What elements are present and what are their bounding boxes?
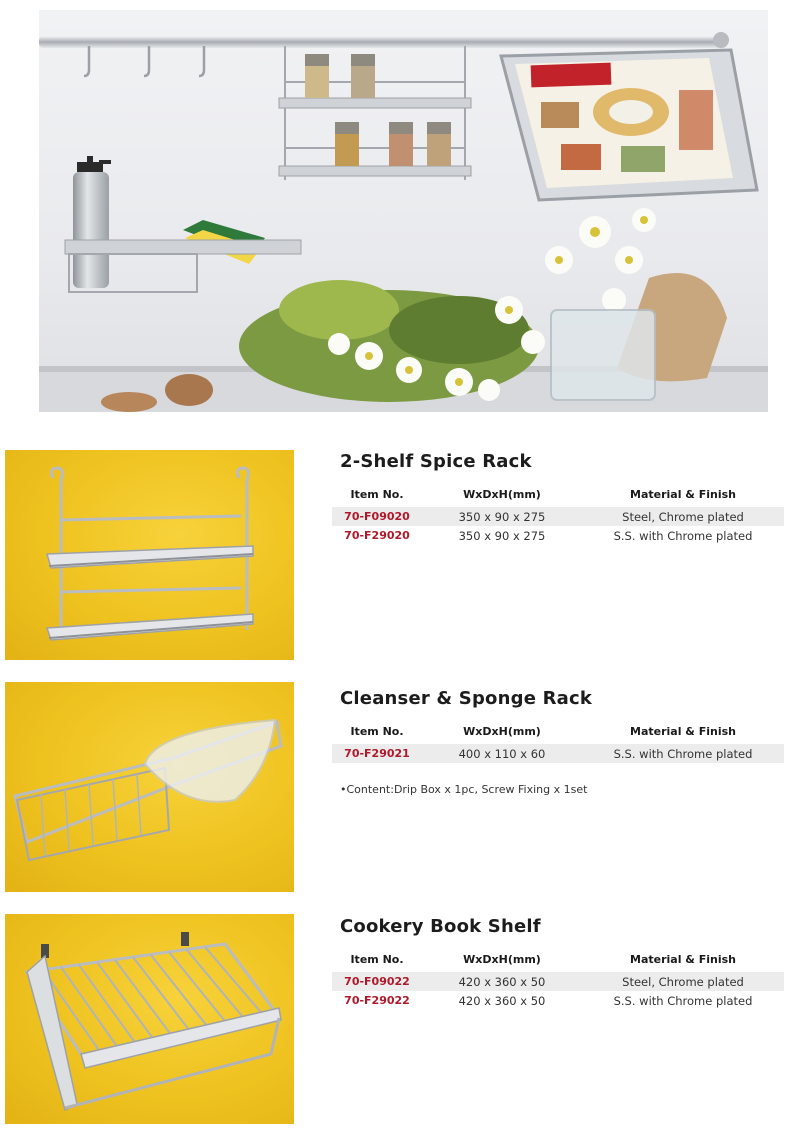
sponge-rack-photo: [5, 682, 294, 892]
hero-kitchen-photo: [39, 10, 768, 412]
book-shelf-photo-icon: [5, 914, 294, 1124]
spec-table: [332, 485, 784, 545]
header-dimensions: WxDxH(mm): [463, 724, 541, 738]
spice-rack-photo: [5, 450, 294, 660]
spice-rack-photo-icon: [5, 450, 294, 660]
header-material: Material & Finish: [630, 952, 736, 966]
sponge-rack-photo-icon: [5, 682, 294, 892]
item-material: S.S. with Chrome plated: [613, 993, 753, 1008]
header-item-no: Item No.: [350, 724, 404, 738]
item-dimensions: 350 x 90 x 275: [458, 528, 546, 543]
header-item-no: Item No.: [350, 952, 404, 966]
item-dimensions: 420 x 360 x 50: [458, 993, 546, 1008]
table-row: [332, 991, 784, 1010]
table-row: [332, 526, 784, 545]
item-code: 70-F29021: [332, 744, 422, 763]
table-row: [332, 744, 784, 763]
header-item-no: Item No.: [350, 487, 404, 501]
item-dimensions: 350 x 90 x 275: [422, 507, 582, 526]
kitchen-rail-photo-icon: [39, 10, 768, 412]
item-material: S.S. with Chrome plated: [582, 744, 784, 763]
item-code: 70-F29020: [344, 529, 410, 542]
item-material: Steel, Chrome plated: [582, 507, 784, 526]
content-note: •Content:Drip Box x 1pc, Screw Fixing x 1set: [340, 783, 588, 796]
item-code: 70-F09022: [332, 972, 422, 991]
item-code: 70-F09020: [332, 507, 422, 526]
header-dimensions: WxDxH(mm): [463, 487, 541, 501]
item-code: 70-F29022: [344, 994, 410, 1007]
item-material: Steel, Chrome plated: [582, 972, 784, 991]
spec-table: [332, 950, 784, 1010]
item-dimensions: 400 x 110 x 60: [422, 744, 582, 763]
item-material: S.S. with Chrome plated: [613, 528, 753, 543]
table-row: [332, 972, 784, 991]
book-shelf-photo: [5, 914, 294, 1124]
product-title: Cookery Book Shelf: [340, 916, 541, 937]
product-title: 2-Shelf Spice Rack: [340, 451, 532, 472]
product-title: Cleanser & Sponge Rack: [340, 688, 593, 709]
item-dimensions: 420 x 360 x 50: [422, 972, 582, 991]
spec-table: [332, 722, 784, 763]
header-material: Material & Finish: [630, 487, 736, 501]
table-row: [332, 507, 784, 526]
header-dimensions: WxDxH(mm): [463, 952, 541, 966]
header-material: Material & Finish: [630, 724, 736, 738]
